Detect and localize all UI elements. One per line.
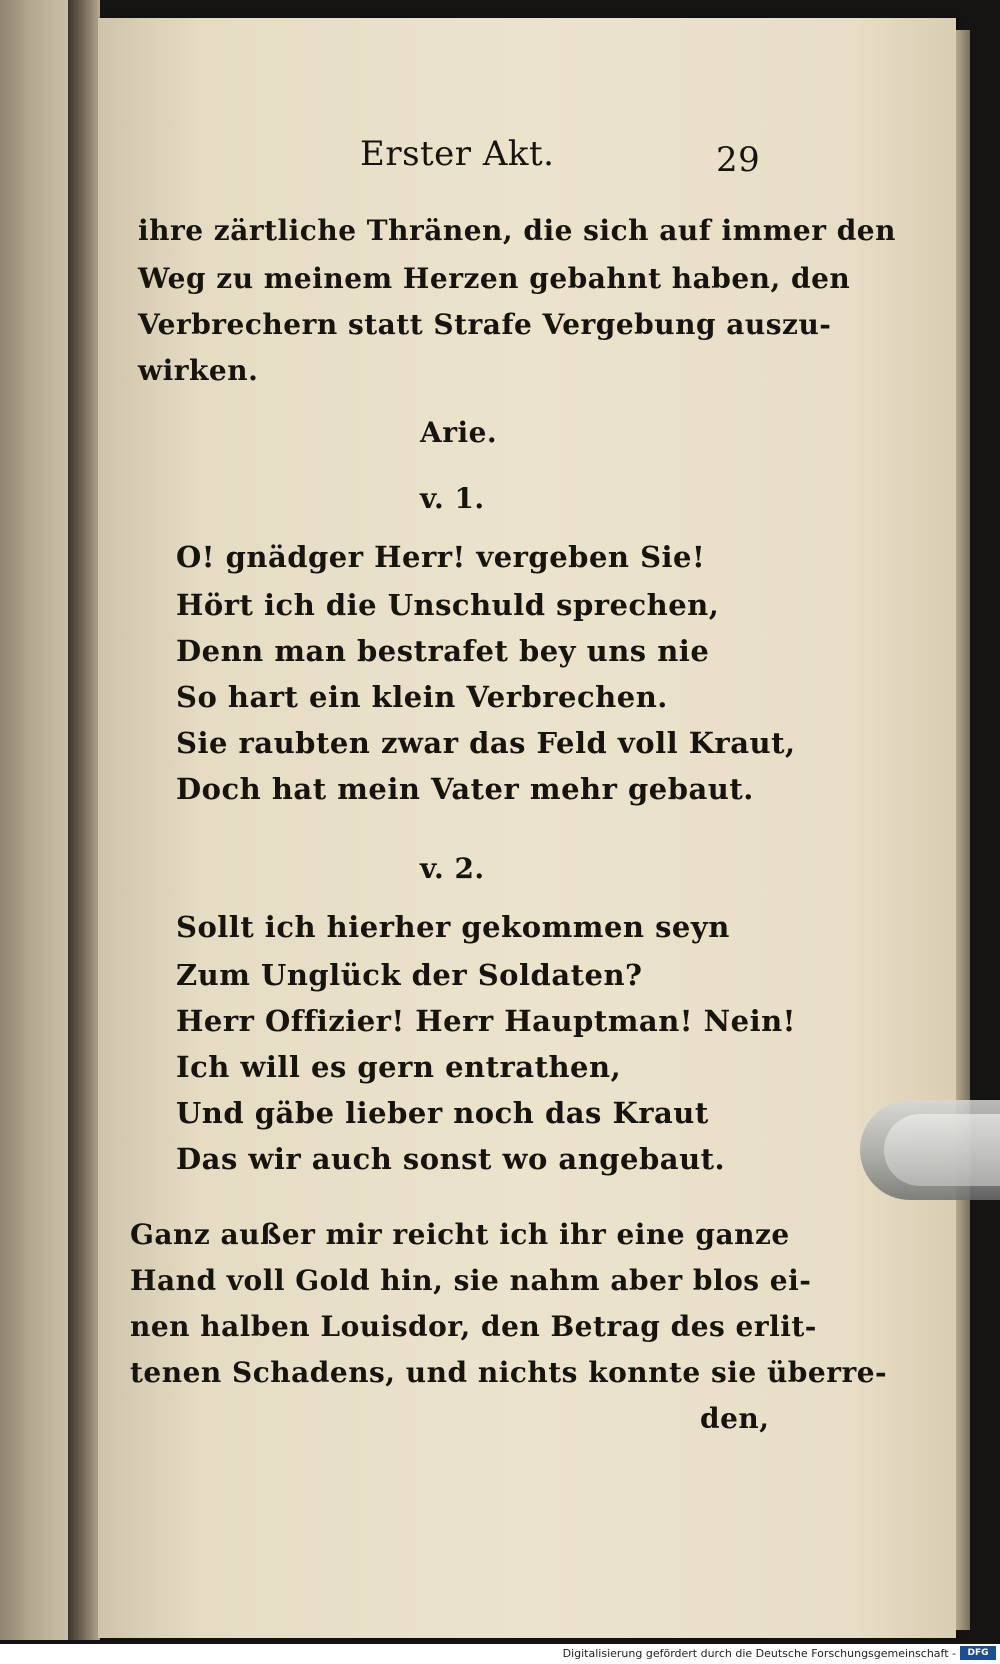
verse1-line: Doch hat mein Vater mehr gebaut. [176, 772, 754, 806]
verse1-line: O! gnädger Herr! vergeben Sie! [176, 540, 706, 574]
catchword: den, [700, 1402, 770, 1435]
page-edge-strip [956, 30, 970, 1630]
aria-title: Arie. [420, 416, 498, 449]
verse2-line: Zum Unglück der Soldaten? [176, 958, 643, 992]
paragraph1-line: Verbrechern statt Strafe Vergebung auszu- [138, 308, 832, 341]
verse2-line: Das wir auch sonst wo angebaut. [176, 1142, 726, 1176]
verse1-label: v. 1. [420, 482, 485, 515]
paragraph2-line: tenen Schadens, und nichts konnte sie überre- [130, 1356, 888, 1389]
page-number: 29 [716, 140, 761, 180]
footer-credit: Digitalisierung gefördert durch die Deutsche Forschungsgemeinschaft - [562, 1647, 956, 1660]
verse1-line: So hart ein klein Verbrechen. [176, 680, 668, 714]
paragraph2-line: nen halben Louisdor, den Betrag des erlit- [130, 1310, 817, 1343]
book-gutter [68, 0, 100, 1640]
facing-page-edge [0, 0, 68, 1640]
dfg-logo: DFG [960, 1646, 996, 1660]
verse2-line: Ich will es gern entrathen, [176, 1050, 622, 1084]
book-clip-highlight [884, 1114, 1000, 1186]
verse2-line: Herr Offizier! Herr Hauptman! Nein! [176, 1004, 796, 1038]
book-page [98, 18, 956, 1638]
verse1-line: Hört ich die Unschuld sprechen, [176, 588, 720, 622]
paragraph2-line: Hand voll Gold hin, sie nahm aber blos ei- [130, 1264, 812, 1297]
paragraph1-line: ihre zärtliche Thränen, die sich auf immer den [138, 214, 896, 247]
verse1-line: Denn man bestrafet bey uns nie [176, 634, 710, 668]
paragraph2-line: Ganz außer mir reicht ich ihr eine ganze [130, 1218, 790, 1251]
verse2-line: Sollt ich hierher gekommen seyn [176, 910, 730, 944]
verse2-label: v. 2. [420, 852, 485, 885]
verse1-line: Sie raubten zwar das Feld voll Kraut, [176, 726, 796, 760]
running-head: Erster Akt. [360, 134, 555, 174]
paragraph1-line: Weg zu meinem Herzen gebahnt haben, den [138, 262, 851, 295]
verse2-line: Und gäbe lieber noch das Kraut [176, 1096, 709, 1130]
paragraph1-line: wirken. [138, 354, 259, 387]
